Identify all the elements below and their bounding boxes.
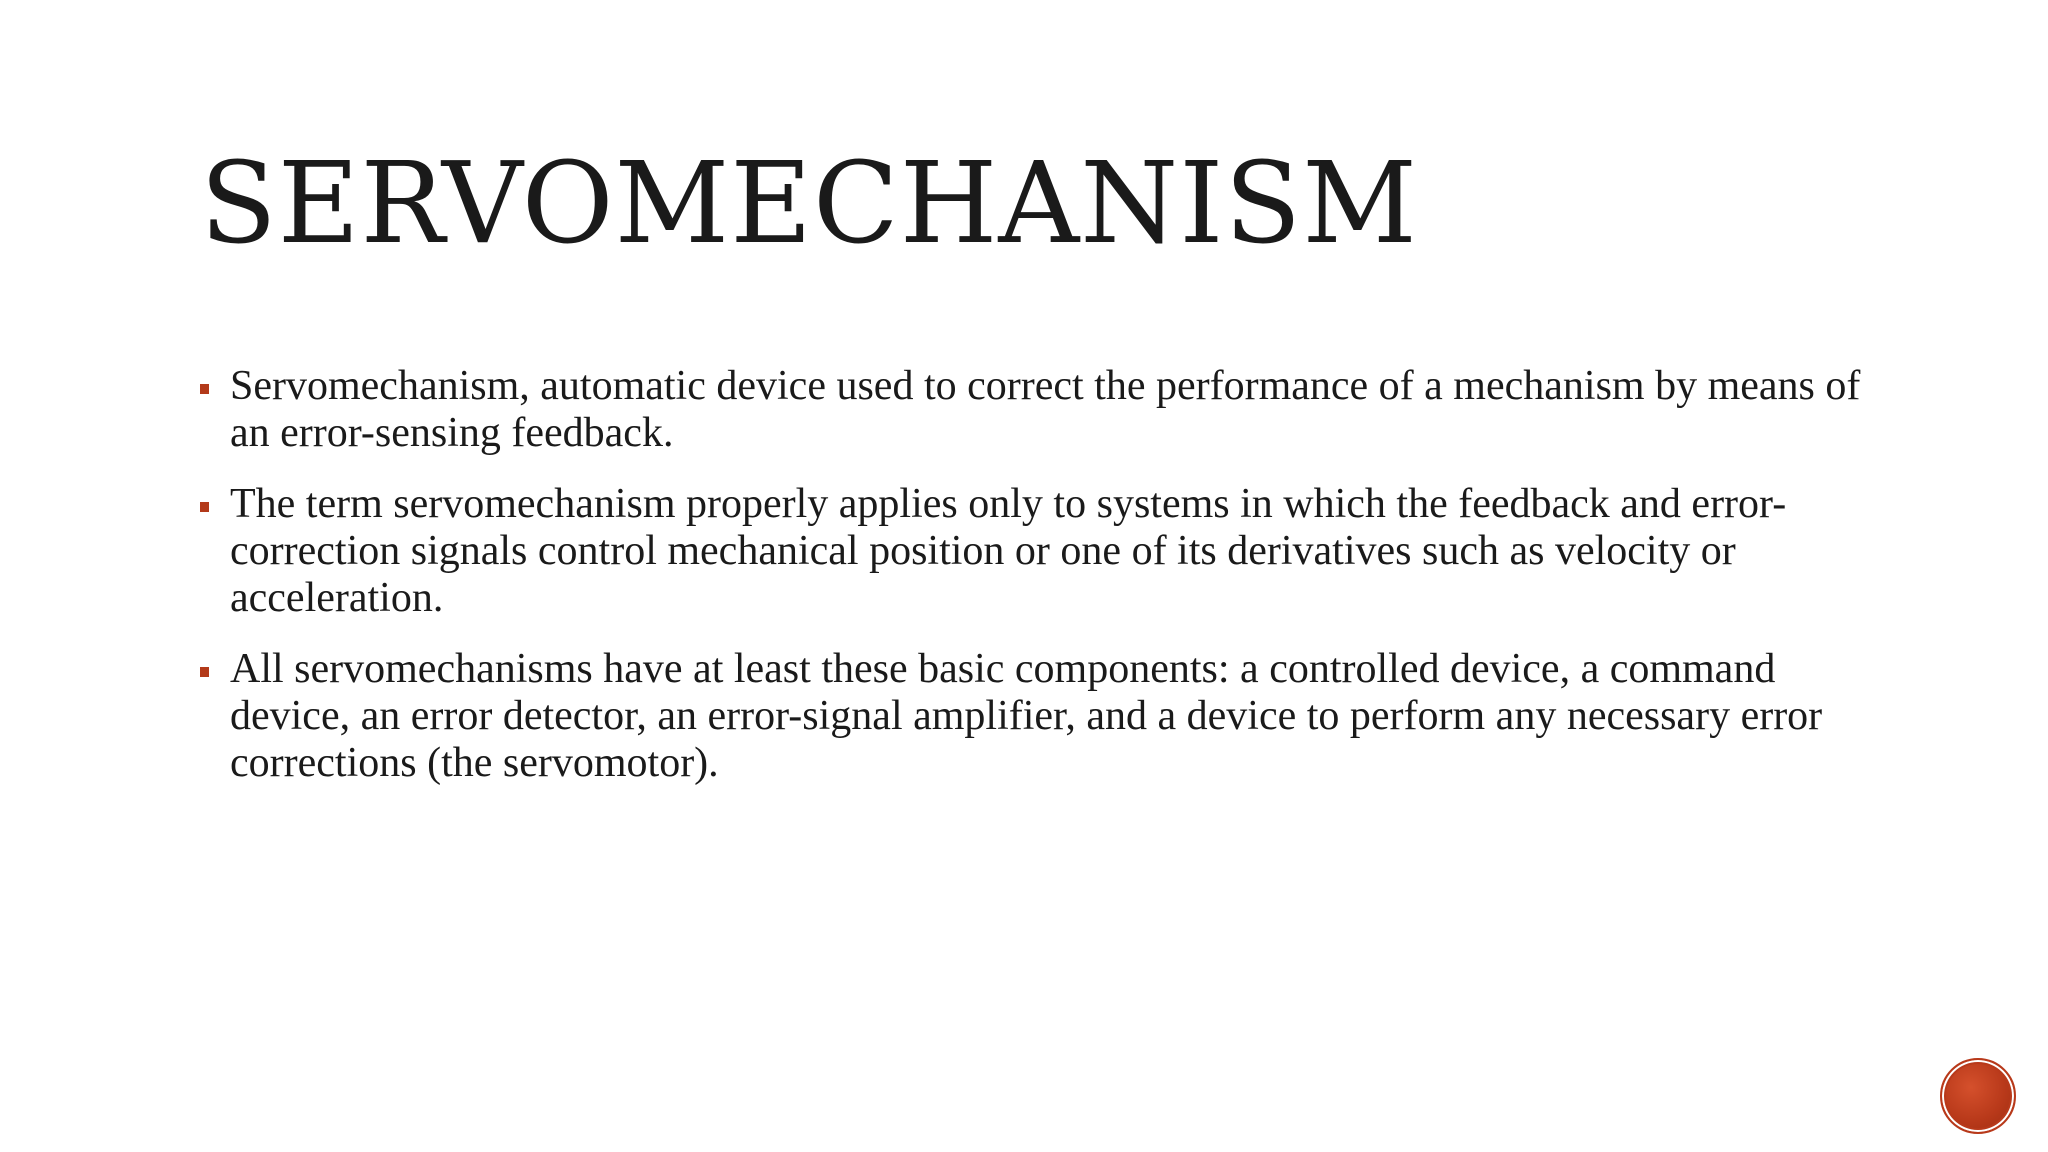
bullet-text: All servomechanisms have at least these basic components: a controlled device, a command device, an error detector, an error-signal amplifier, and a device to perform any necessary error corrections (the servomotor). xyxy=(230,646,1823,786)
bullet-item xyxy=(198,363,1898,457)
square-bullet-icon xyxy=(200,502,209,512)
slide-title: SERVOMECHANISM xyxy=(200,139,1418,269)
square-bullet-icon xyxy=(200,384,209,394)
square-bullet-icon xyxy=(200,667,209,677)
bullet-text: Servomechanism, automatic device used to correct the performance of a mechanism by means of an error-sensing feedback. xyxy=(230,363,1861,456)
circle-badge-icon xyxy=(1940,1058,2016,1134)
bullet-list xyxy=(198,363,1898,811)
bullet-item xyxy=(198,646,1898,787)
bullet-item xyxy=(198,481,1898,622)
bullet-text: The term servomechanism properly applies only to systems in which the feedback and error-correction signals control mechanical position or one of its derivatives such as velocity or acceleration. xyxy=(230,481,1787,621)
